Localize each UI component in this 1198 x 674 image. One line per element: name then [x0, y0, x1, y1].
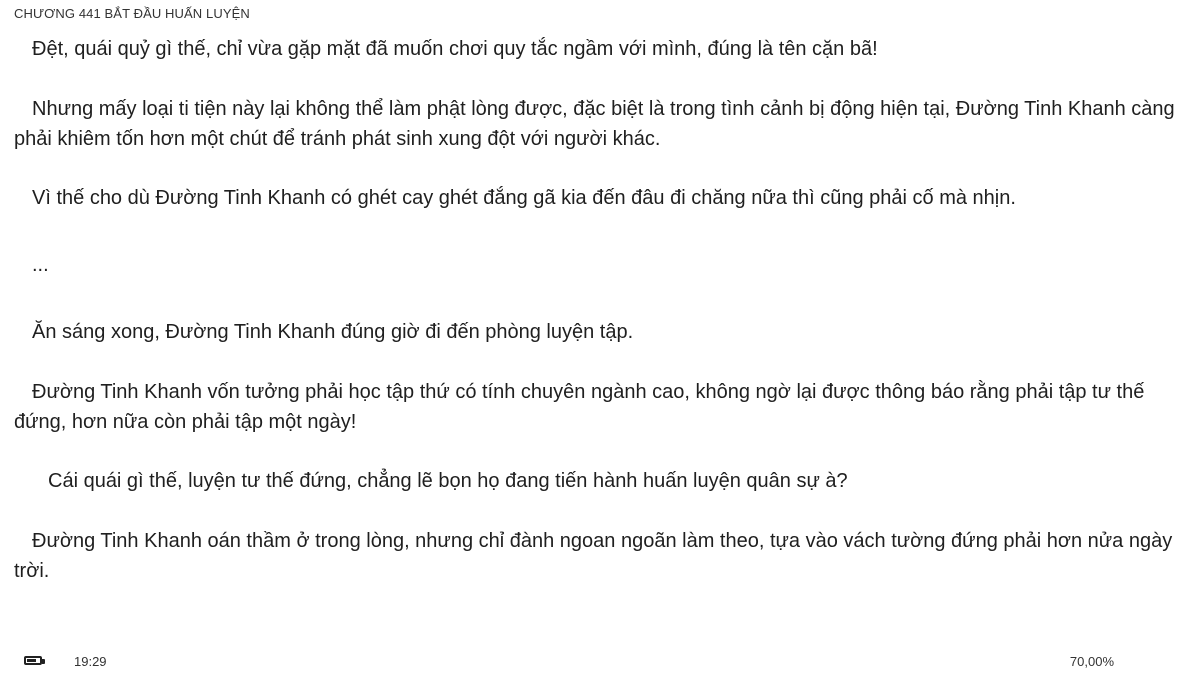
- battery-level-fill: [27, 659, 36, 662]
- clock-time: 19:29: [74, 654, 107, 669]
- paragraph-4: ...: [32, 254, 49, 276]
- paragraph-1: Đệt, quái quỷ gì thế, chỉ vừa gặp mặt đã muốn chơi quy tắc ngầm với mình, đúng là tên cặn bã!: [32, 38, 878, 60]
- reading-progress: 70,00%: [1069, 654, 1114, 669]
- paragraph-6: Đường Tinh Khanh vốn tưởng phải học tập thứ có tính chuyên ngành cao, không ngờ lại được thông báo rằng phải tập tư thế đứng, hơn nữa còn phải tập một ngày!: [14, 381, 1145, 433]
- battery-icon: [24, 656, 42, 665]
- paragraph-8: Đường Tinh Khanh oán thầm ở trong lòng, nhưng chỉ đành ngoan ngoãn làm theo, tựa vào vách tường đứng phải hơn nửa ngày trời.: [14, 530, 1173, 582]
- chapter-title: CHƯƠNG 441 BẮT ĐẦU HUẤN LUYỆN: [14, 6, 250, 21]
- paragraph-7: Cái quái gì thế, luyện tư thế đứng, chẳng lẽ bọn họ đang tiến hành huấn luyện quân sự à?: [48, 470, 848, 492]
- paragraph-5: Ăn sáng xong, Đường Tinh Khanh đúng giờ đi đến phòng luyện tập.: [32, 321, 634, 343]
- paragraph-3: Vì thế cho dù Đường Tinh Khanh có ghét cay ghét đắng gã kia đến đâu đi chăng nữa thì cũng phải cố mà nhịn.: [32, 187, 1016, 209]
- paragraph-2: Nhưng mấy loại ti tiện này lại không thể làm phật lòng được, đặc biệt là trong tình cảnh bị động hiện tại, Đường Tinh Khanh càng phải khiêm tốn hơn một chút để tránh phát sinh xung đột với người khác.: [14, 98, 1175, 150]
- reading-content[interactable]: [14, 34, 1180, 586]
- status-bar: [0, 652, 1198, 672]
